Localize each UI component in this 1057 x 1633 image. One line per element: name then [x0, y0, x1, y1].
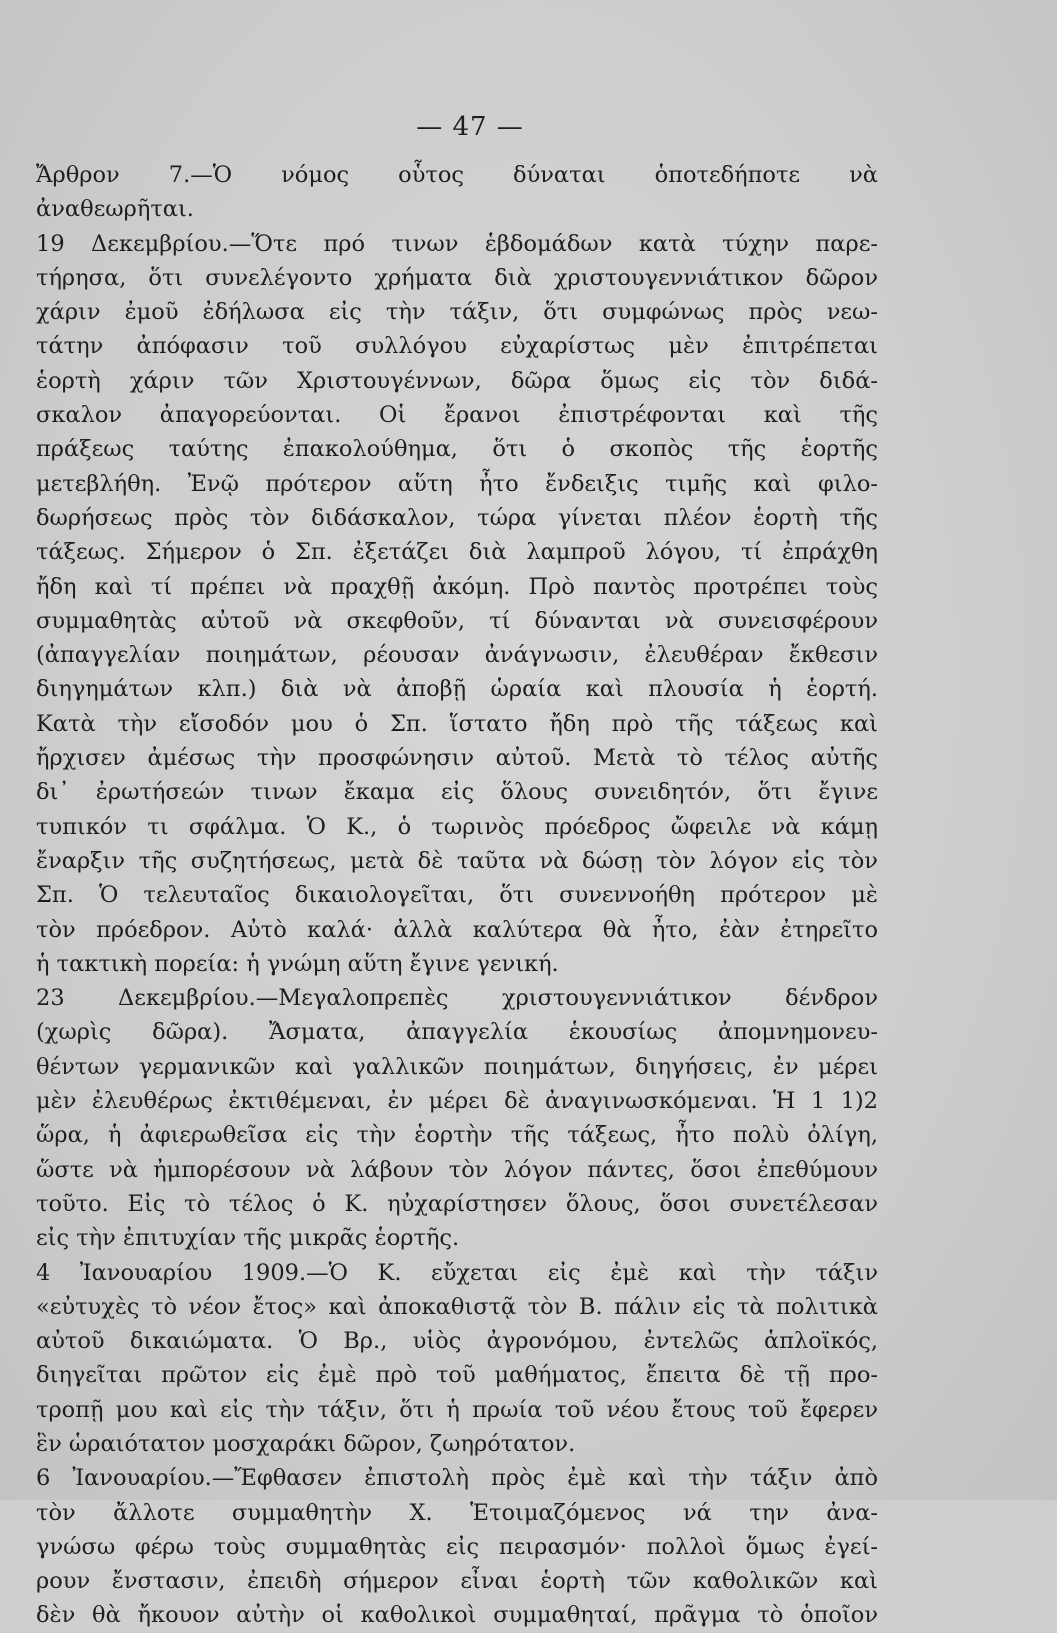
text-line: τὸν πρόεδρον. Αὐτὸ καλά· ἀλλὰ καλύτερα θὰ ἦτο, ἐὰν ἐτηρεῖτο — [36, 916, 878, 943]
text-line: ἓν ὡραιότατον μοσχαράκι δῶρον, ζωηρότατον. — [36, 1430, 576, 1457]
text-line: θέντων γερμανικῶν καὶ γαλλικῶν ποιημάτων, διηγήσεις, ἐν μέρει — [36, 1053, 878, 1080]
text-line: 23 Δεκεμβρίου.—Μεγαλοπρεπὲς χριστουγεννιάτικον δένδρον — [36, 985, 878, 1012]
text-line: ὥστε νὰ ἠμπορέσουν νὰ λάβουν τὸν λόγον πάντες, ὅσοι ἐπεθύμουν — [36, 1156, 878, 1183]
body-text — [36, 158, 878, 1633]
text-line: 4 Ἰανουαρίου 1909.—Ὁ Κ. εὔχεται εἰς ἐμὲ καὶ τὴν τάξιν — [36, 1259, 878, 1286]
text-line: σκαλον ἀπαγορεύονται. Οἱ ἔρανοι ἐπιστρέφονται καὶ τῆς — [36, 402, 878, 429]
text-line: 6 Ἰανουαρίου.—Ἔφθασεν ἐπιστολὴ πρὸς ἐμὲ καὶ τὴν τάξιν ἀπὸ — [36, 1465, 878, 1492]
text-line: δὲν θὰ ἤκουον αὐτὴν οἱ καθολικοὶ συμμαθηταί, πρᾶγμα τὸ ὁποῖον — [36, 1602, 878, 1629]
text-line: συμμαθητὰς αὐτοῦ νὰ σκεφθοῦν, τί δύνανται νὰ συνεισφέρουν — [36, 607, 878, 634]
text-line: τάτην ἀπόφασιν τοῦ συλλόγου εὐχαρίστως μὲν ἐπιτρέπεται — [36, 333, 878, 360]
text-line: μὲν ἐλευθέρως ἐκτιθέμεναι, ἐν μέρει δὲ ἀναγινωσκόμεναι. Ἡ 1 1)2 — [36, 1088, 878, 1115]
text-line: αὐτοῦ δικαιώματα. Ὁ Βρ., υἱὸς ἀγρονόμου, ἐντελῶς ἁπλοϊκός, — [36, 1328, 878, 1355]
text-line: πράξεως ταύτης ἐπακολούθημα, ὅτι ὁ σκοπὸς τῆς ἑορτῆς — [36, 436, 878, 463]
text-line: (ἀπαγγελίαν ποιημάτων, ρέουσαν ἀνάγνωσιν, ἐλευθέραν ἔκθεσιν — [36, 642, 878, 669]
text-line: ρουν ἔνστασιν, ἐπειδὴ σήμερον εἶναι ἑορτὴ τῶν καθολικῶν καὶ — [36, 1568, 878, 1595]
text-line: τήρησα, ὅτι συνελέγοντο χρήματα διὰ χριστουγεννιάτικον δῶρον — [36, 264, 878, 291]
text-line: εἰς τὴν ἐπιτυχίαν τῆς μικρᾶς ἑορτῆς. — [36, 1225, 460, 1252]
text-line: χάριν ἐμοῦ ἐδήλωσα εἰς τὴν τάξιν, ὅτι συμφώνως πρὸς νεω- — [36, 299, 878, 326]
text-line: ἤρχισεν ἀμέσως τὴν προσφώνησιν αὐτοῦ. Μετὰ τὸ τέλος αὐτῆς — [36, 745, 878, 772]
text-line: τροπῇ μου καὶ εἰς τὴν τάξιν, ὅτι ἡ πρωία τοῦ νέου ἔτους τοῦ ἔφερεν — [36, 1396, 878, 1423]
text-line: ἡ τακτικὴ πορεία: ἡ γνώμη αὕτη ἔγινε γενική. — [36, 950, 559, 977]
text-line: Κατὰ τὴν εἴσοδόν μου ὁ Σπ. ἵστατο ἤδη πρὸ τῆς τάξεως καὶ — [36, 710, 878, 737]
text-line: (χωρὶς δῶρα). Ἄσματα, ἀπαγγελία ἑκουσίως ἀπομνημονευ- — [36, 1019, 878, 1046]
text-line: Ἄρθρον 7.—Ὁ νόμος οὗτος δύναται ὁποτεδήποτε νὰ — [36, 162, 878, 188]
text-line: τυπικόν τι σφάλμα. Ὁ Κ., ὁ τωρινὸς πρόεδρος ὤφειλε νὰ κάμῃ — [36, 813, 878, 840]
text-line: γνώσω φέρω τοὺς συμμαθητὰς εἰς πειρασμόν· πολλοὶ ὅμως ἐγεί- — [36, 1533, 878, 1560]
text-line: ἀναθεωρῆται. — [36, 196, 194, 223]
text-line: ἔναρξιν τῆς συζητήσεως, μετὰ δὲ ταῦτα νὰ δώσῃ τὸν λόγον εἰς τὸν — [36, 847, 878, 874]
text-line: ἤδη καὶ τί πρέπει νὰ πραχθῇ ἀκόμη. Πρὸ παντὸς προτρέπει τοὺς — [36, 573, 878, 600]
text-line: διηγημάτων κλπ.) διὰ νὰ ἀποβῇ ὡραία καὶ πλουσία ἡ ἑορτή. — [36, 676, 878, 703]
text-line: ὥρα, ἡ ἀφιερωθεῖσα εἰς τὴν ἑορτὴν τῆς τάξεως, ἦτο πολὺ ὀλίγη, — [36, 1122, 878, 1149]
text-line: Σπ. Ὁ τελευταῖος δικαιολογεῖται, ὅτι συνεννοήθη πρότερον μὲ — [36, 882, 878, 909]
text-line: διηγεῖται πρῶτον εἰς ἐμὲ πρὸ τοῦ μαθήματος, ἔπειτα δὲ τῇ προ- — [36, 1362, 878, 1389]
text-line: ἑορτὴ χάριν τῶν Χριστουγέννων, δῶρα ὅμως εἰς τὸν διδά- — [36, 367, 878, 394]
page-number: — 47 — — [416, 112, 524, 142]
text-line: τάξεως. Σήμερον ὁ Σπ. ἐξετάζει διὰ λαμπροῦ λόγου, τί ἐπράχθη — [36, 539, 878, 566]
text-line: «εὐτυχὲς τὸ νέον ἔτος» καὶ ἀποκαθιστᾷ τὸν Β. πάλιν εἰς τὰ πολιτικὰ — [36, 1293, 878, 1320]
text-line: μετεβλήθη. Ἐνῷ πρότερον αὕτη ἦτο ἔνδειξις τιμῆς καὶ φιλο- — [36, 470, 878, 497]
text-line: τὸν ἄλλοτε συμμαθητὴν Χ. Ἑτοιμαζόμενος νά την ἀνα- — [36, 1499, 878, 1526]
text-line: δωρήσεως πρὸς τὸν διδάσκαλον, τώρα γίνεται πλέον ἑορτὴ τῆς — [36, 504, 878, 531]
text-line: 19 Δεκεμβρίου.—Ὅτε πρό τινων ἑβδομάδων κατὰ τύχην παρε- — [36, 230, 878, 257]
text-line: τοῦτο. Εἰς τὸ τέλος ὁ Κ. ηὐχαρίστησεν ὅλους, ὅσοι συνετέλεσαν — [36, 1190, 878, 1217]
text-line: δι᾽ ἐρωτήσεών τινων ἔκαμα εἰς ὅλους συνειδητόν, ὅτι ἔγινε — [36, 779, 878, 806]
